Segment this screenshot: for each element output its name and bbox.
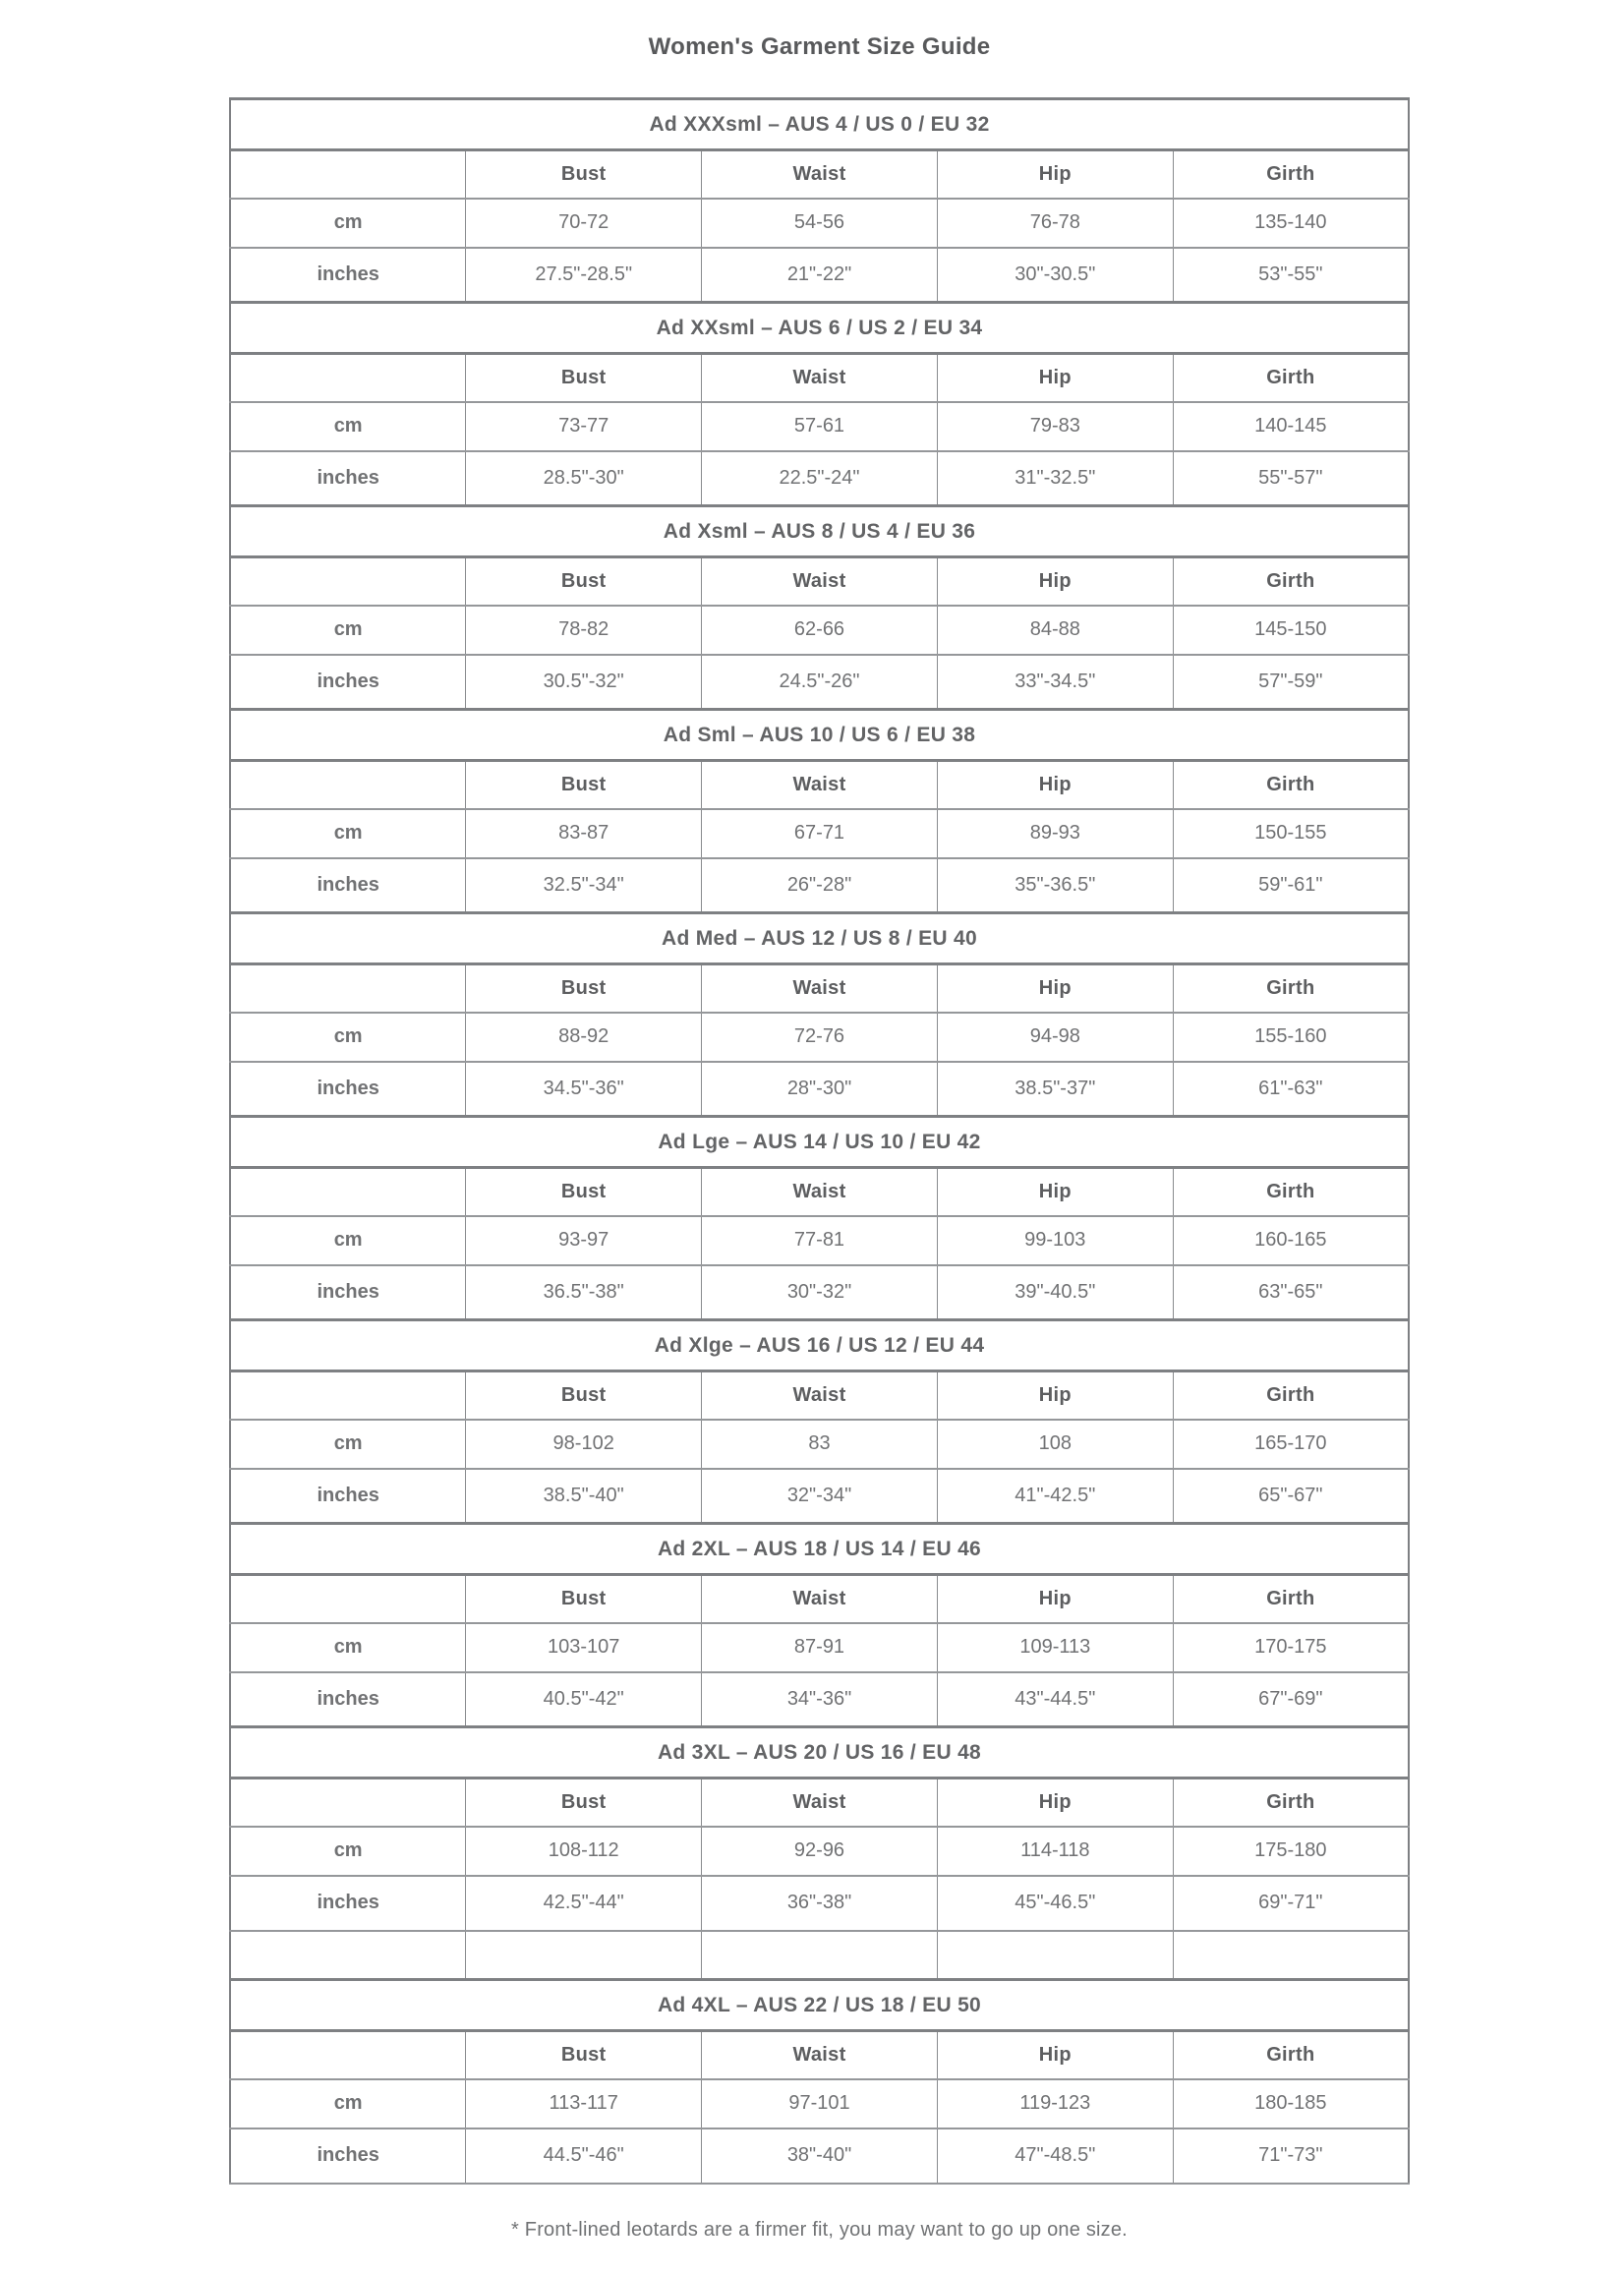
column-header: Bust bbox=[466, 964, 702, 1013]
measurement-value: 57"-59" bbox=[1173, 655, 1409, 710]
section-header: Ad Lge – AUS 14 / US 10 / EU 42 bbox=[230, 1117, 1409, 1168]
data-row-cm bbox=[230, 1623, 1409, 1672]
column-header: Waist bbox=[702, 761, 938, 809]
column-header: Bust bbox=[466, 1168, 702, 1216]
measurement-value: 34.5"-36" bbox=[466, 1062, 702, 1117]
column-header: Bust bbox=[466, 1371, 702, 1420]
measurement-value: 30"-32" bbox=[702, 1265, 938, 1320]
data-row-inches bbox=[230, 451, 1409, 506]
measurement-value: 108 bbox=[937, 1420, 1173, 1469]
unit-label: cm bbox=[230, 2079, 466, 2128]
measurement-value: 155-160 bbox=[1173, 1013, 1409, 1062]
measurement-value: 62-66 bbox=[702, 606, 938, 655]
unit-label: inches bbox=[230, 1265, 466, 1320]
page-content bbox=[229, 0, 1410, 2242]
column-header: Bust bbox=[466, 354, 702, 402]
column-header: Waist bbox=[702, 354, 938, 402]
size-guide-table-body bbox=[230, 99, 1409, 2184]
measurement-value: 30"-30.5" bbox=[937, 248, 1173, 303]
column-header: Girth bbox=[1173, 1778, 1409, 1827]
measurement-value: 73-77 bbox=[466, 402, 702, 451]
column-header-blank bbox=[230, 1371, 466, 1420]
data-row-cm bbox=[230, 402, 1409, 451]
column-header-blank bbox=[230, 557, 466, 606]
measurement-value: 71"-73" bbox=[1173, 2128, 1409, 2184]
empty-cell bbox=[230, 1931, 466, 1980]
column-header-blank bbox=[230, 761, 466, 809]
column-header-blank bbox=[230, 1575, 466, 1623]
measurement-value: 97-101 bbox=[702, 2079, 938, 2128]
measurement-value: 170-175 bbox=[1173, 1623, 1409, 1672]
measurement-value: 43"-44.5" bbox=[937, 1672, 1173, 1727]
measurement-value: 113-117 bbox=[466, 2079, 702, 2128]
section-header: Ad 4XL – AUS 22 / US 18 / EU 50 bbox=[230, 1980, 1409, 2031]
column-header: Waist bbox=[702, 1575, 938, 1623]
column-header: Hip bbox=[937, 1778, 1173, 1827]
measurement-value: 150-155 bbox=[1173, 809, 1409, 858]
data-row-cm bbox=[230, 606, 1409, 655]
section-row-6 bbox=[230, 1320, 1409, 1371]
measurement-value: 30.5"-32" bbox=[466, 655, 702, 710]
measurement-value: 45"-46.5" bbox=[937, 1876, 1173, 1931]
measurement-value: 65"-67" bbox=[1173, 1469, 1409, 1524]
unit-label: cm bbox=[230, 1420, 466, 1469]
section-header: Ad Xsml – AUS 8 / US 4 / EU 36 bbox=[230, 506, 1409, 557]
column-header: Bust bbox=[466, 150, 702, 199]
measurement-value: 119-123 bbox=[937, 2079, 1173, 2128]
column-header: Waist bbox=[702, 1371, 938, 1420]
measurement-value: 38.5"-40" bbox=[466, 1469, 702, 1524]
column-header: Hip bbox=[937, 964, 1173, 1013]
data-row-cm bbox=[230, 1420, 1409, 1469]
measurement-value: 57-61 bbox=[702, 402, 938, 451]
measurement-value: 22.5"-24" bbox=[702, 451, 938, 506]
measurement-value: 61"-63" bbox=[1173, 1062, 1409, 1117]
measurement-value: 108-112 bbox=[466, 1827, 702, 1876]
measurement-value: 83 bbox=[702, 1420, 938, 1469]
column-header: Waist bbox=[702, 1168, 938, 1216]
section-row-0 bbox=[230, 99, 1409, 150]
measurement-value: 98-102 bbox=[466, 1420, 702, 1469]
measurement-value: 67-71 bbox=[702, 809, 938, 858]
measurement-value: 36.5"-38" bbox=[466, 1265, 702, 1320]
data-row-inches bbox=[230, 248, 1409, 303]
unit-label: cm bbox=[230, 1013, 466, 1062]
column-header: Girth bbox=[1173, 2031, 1409, 2079]
data-row-inches bbox=[230, 1469, 1409, 1524]
column-header-blank bbox=[230, 2031, 466, 2079]
column-header: Girth bbox=[1173, 354, 1409, 402]
data-row-cm bbox=[230, 809, 1409, 858]
data-row-inches bbox=[230, 1062, 1409, 1117]
measurement-value: 40.5"-42" bbox=[466, 1672, 702, 1727]
section-header: Ad 3XL – AUS 20 / US 16 / EU 48 bbox=[230, 1727, 1409, 1778]
column-header: Bust bbox=[466, 2031, 702, 2079]
measurement-value: 63"-65" bbox=[1173, 1265, 1409, 1320]
section-header: Ad 2XL – AUS 18 / US 14 / EU 46 bbox=[230, 1524, 1409, 1575]
measurement-value: 77-81 bbox=[702, 1216, 938, 1265]
unit-label: cm bbox=[230, 402, 466, 451]
column-header: Hip bbox=[937, 1575, 1173, 1623]
column-header-row bbox=[230, 1575, 1409, 1623]
column-header: Girth bbox=[1173, 964, 1409, 1013]
column-header: Hip bbox=[937, 150, 1173, 199]
measurement-value: 180-185 bbox=[1173, 2079, 1409, 2128]
measurement-value: 54-56 bbox=[702, 199, 938, 248]
empty-cell bbox=[937, 1931, 1173, 1980]
column-header: Bust bbox=[466, 761, 702, 809]
measurement-value: 114-118 bbox=[937, 1827, 1173, 1876]
column-header: Waist bbox=[702, 557, 938, 606]
column-header: Waist bbox=[702, 2031, 938, 2079]
measurement-value: 31"-32.5" bbox=[937, 451, 1173, 506]
section-header: Ad Xlge – AUS 16 / US 12 / EU 44 bbox=[230, 1320, 1409, 1371]
measurement-value: 38.5"-37" bbox=[937, 1062, 1173, 1117]
data-row-cm bbox=[230, 1013, 1409, 1062]
measurement-value: 35"-36.5" bbox=[937, 858, 1173, 913]
measurement-value: 76-78 bbox=[937, 199, 1173, 248]
column-header-blank bbox=[230, 964, 466, 1013]
column-header: Girth bbox=[1173, 1371, 1409, 1420]
column-header: Hip bbox=[937, 557, 1173, 606]
measurement-value: 24.5"-26" bbox=[702, 655, 938, 710]
column-header: Hip bbox=[937, 2031, 1173, 2079]
measurement-value: 44.5"-46" bbox=[466, 2128, 702, 2184]
measurement-value: 41"-42.5" bbox=[937, 1469, 1173, 1524]
measurement-value: 70-72 bbox=[466, 199, 702, 248]
empty-cell bbox=[466, 1931, 702, 1980]
measurement-value: 87-91 bbox=[702, 1623, 938, 1672]
section-row-3 bbox=[230, 710, 1409, 761]
column-header: Girth bbox=[1173, 1168, 1409, 1216]
measurement-value: 165-170 bbox=[1173, 1420, 1409, 1469]
measurement-value: 89-93 bbox=[937, 809, 1173, 858]
measurement-value: 34"-36" bbox=[702, 1672, 938, 1727]
data-row-cm bbox=[230, 199, 1409, 248]
data-row-inches bbox=[230, 1672, 1409, 1727]
data-row-inches bbox=[230, 1265, 1409, 1320]
unit-label: inches bbox=[230, 1469, 466, 1524]
column-header: Girth bbox=[1173, 150, 1409, 199]
measurement-value: 79-83 bbox=[937, 402, 1173, 451]
size-guide-table bbox=[229, 97, 1410, 2185]
measurement-value: 83-87 bbox=[466, 809, 702, 858]
unit-label: inches bbox=[230, 451, 466, 506]
unit-label: cm bbox=[230, 199, 466, 248]
page-title: Women's Garment Size Guide bbox=[648, 33, 991, 60]
data-row-cm bbox=[230, 2079, 1409, 2128]
unit-label: cm bbox=[230, 1216, 466, 1265]
unit-label: inches bbox=[230, 248, 466, 303]
measurement-value: 28.5"-30" bbox=[466, 451, 702, 506]
measurement-value: 93-97 bbox=[466, 1216, 702, 1265]
unit-label: inches bbox=[230, 1876, 466, 1931]
column-header-blank bbox=[230, 1778, 466, 1827]
measurement-value: 160-165 bbox=[1173, 1216, 1409, 1265]
measurement-value: 42.5"-44" bbox=[466, 1876, 702, 1931]
column-header: Girth bbox=[1173, 1575, 1409, 1623]
data-row-inches bbox=[230, 2128, 1409, 2184]
column-header-blank bbox=[230, 354, 466, 402]
measurement-value: 32"-34" bbox=[702, 1469, 938, 1524]
column-header: Hip bbox=[937, 761, 1173, 809]
section-header: Ad Med – AUS 12 / US 8 / EU 40 bbox=[230, 913, 1409, 964]
column-header: Hip bbox=[937, 1168, 1173, 1216]
section-row-4 bbox=[230, 913, 1409, 964]
measurement-value: 145-150 bbox=[1173, 606, 1409, 655]
column-header: Bust bbox=[466, 557, 702, 606]
column-header-row bbox=[230, 761, 1409, 809]
column-header-blank bbox=[230, 150, 466, 199]
measurement-value: 84-88 bbox=[937, 606, 1173, 655]
measurement-value: 47"-48.5" bbox=[937, 2128, 1173, 2184]
unit-label: cm bbox=[230, 1827, 466, 1876]
column-header: Hip bbox=[937, 354, 1173, 402]
data-row-inches bbox=[230, 858, 1409, 913]
measurement-value: 33"-34.5" bbox=[937, 655, 1173, 710]
column-header: Bust bbox=[466, 1778, 702, 1827]
section-header: Ad Sml – AUS 10 / US 6 / EU 38 bbox=[230, 710, 1409, 761]
unit-label: inches bbox=[230, 1672, 466, 1727]
column-header-row bbox=[230, 2031, 1409, 2079]
column-header-row bbox=[230, 964, 1409, 1013]
data-row-inches bbox=[230, 1876, 1409, 1931]
measurement-value: 38"-40" bbox=[702, 2128, 938, 2184]
section-row-1 bbox=[230, 303, 1409, 354]
data-row-cm bbox=[230, 1216, 1409, 1265]
section-row-9 bbox=[230, 1980, 1409, 2031]
measurement-value: 53"-55" bbox=[1173, 248, 1409, 303]
measurement-value: 55"-57" bbox=[1173, 451, 1409, 506]
column-header: Waist bbox=[702, 150, 938, 199]
section-row-5 bbox=[230, 1117, 1409, 1168]
column-header: Girth bbox=[1173, 557, 1409, 606]
column-header-row bbox=[230, 1778, 1409, 1827]
unit-label: inches bbox=[230, 1062, 466, 1117]
measurement-value: 67"-69" bbox=[1173, 1672, 1409, 1727]
column-header-row bbox=[230, 1168, 1409, 1216]
unit-label: cm bbox=[230, 1623, 466, 1672]
unit-label: cm bbox=[230, 606, 466, 655]
measurement-value: 36"-38" bbox=[702, 1876, 938, 1931]
section-header: Ad XXXsml – AUS 4 / US 0 / EU 32 bbox=[230, 99, 1409, 150]
measurement-value: 27.5"-28.5" bbox=[466, 248, 702, 303]
measurement-value: 32.5"-34" bbox=[466, 858, 702, 913]
measurement-value: 94-98 bbox=[937, 1013, 1173, 1062]
column-header-row bbox=[230, 557, 1409, 606]
measurement-value: 59"-61" bbox=[1173, 858, 1409, 913]
column-header: Bust bbox=[466, 1575, 702, 1623]
unit-label: inches bbox=[230, 858, 466, 913]
column-header: Waist bbox=[702, 1778, 938, 1827]
column-header: Hip bbox=[937, 1371, 1173, 1420]
measurement-value: 39"-40.5" bbox=[937, 1265, 1173, 1320]
unit-label: inches bbox=[230, 2128, 466, 2184]
section-row-7 bbox=[230, 1524, 1409, 1575]
empty-cell bbox=[1173, 1931, 1409, 1980]
empty-cell bbox=[702, 1931, 938, 1980]
measurement-value: 72-76 bbox=[702, 1013, 938, 1062]
measurement-value: 78-82 bbox=[466, 606, 702, 655]
column-header: Waist bbox=[702, 964, 938, 1013]
measurement-value: 88-92 bbox=[466, 1013, 702, 1062]
footnote: * Front-lined leotards are a firmer fit, you may want to go up one size. bbox=[511, 2218, 1128, 2241]
section-row-2 bbox=[230, 506, 1409, 557]
measurement-value: 69"-71" bbox=[1173, 1876, 1409, 1931]
measurement-value: 92-96 bbox=[702, 1827, 938, 1876]
unit-label: cm bbox=[230, 809, 466, 858]
measurement-value: 103-107 bbox=[466, 1623, 702, 1672]
empty-row bbox=[230, 1931, 1409, 1980]
column-header-blank bbox=[230, 1168, 466, 1216]
measurement-value: 175-180 bbox=[1173, 1827, 1409, 1876]
section-row-8 bbox=[230, 1727, 1409, 1778]
measurement-value: 109-113 bbox=[937, 1623, 1173, 1672]
section-header: Ad XXsml – AUS 6 / US 2 / EU 34 bbox=[230, 303, 1409, 354]
column-header-row bbox=[230, 150, 1409, 199]
data-row-cm bbox=[230, 1827, 1409, 1876]
measurement-value: 135-140 bbox=[1173, 199, 1409, 248]
measurement-value: 140-145 bbox=[1173, 402, 1409, 451]
measurement-value: 26"-28" bbox=[702, 858, 938, 913]
measurement-value: 28"-30" bbox=[702, 1062, 938, 1117]
measurement-value: 21"-22" bbox=[702, 248, 938, 303]
column-header: Girth bbox=[1173, 761, 1409, 809]
column-header-row bbox=[230, 1371, 1409, 1420]
measurement-value: 99-103 bbox=[937, 1216, 1173, 1265]
data-row-inches bbox=[230, 655, 1409, 710]
unit-label: inches bbox=[230, 655, 466, 710]
column-header-row bbox=[230, 354, 1409, 402]
